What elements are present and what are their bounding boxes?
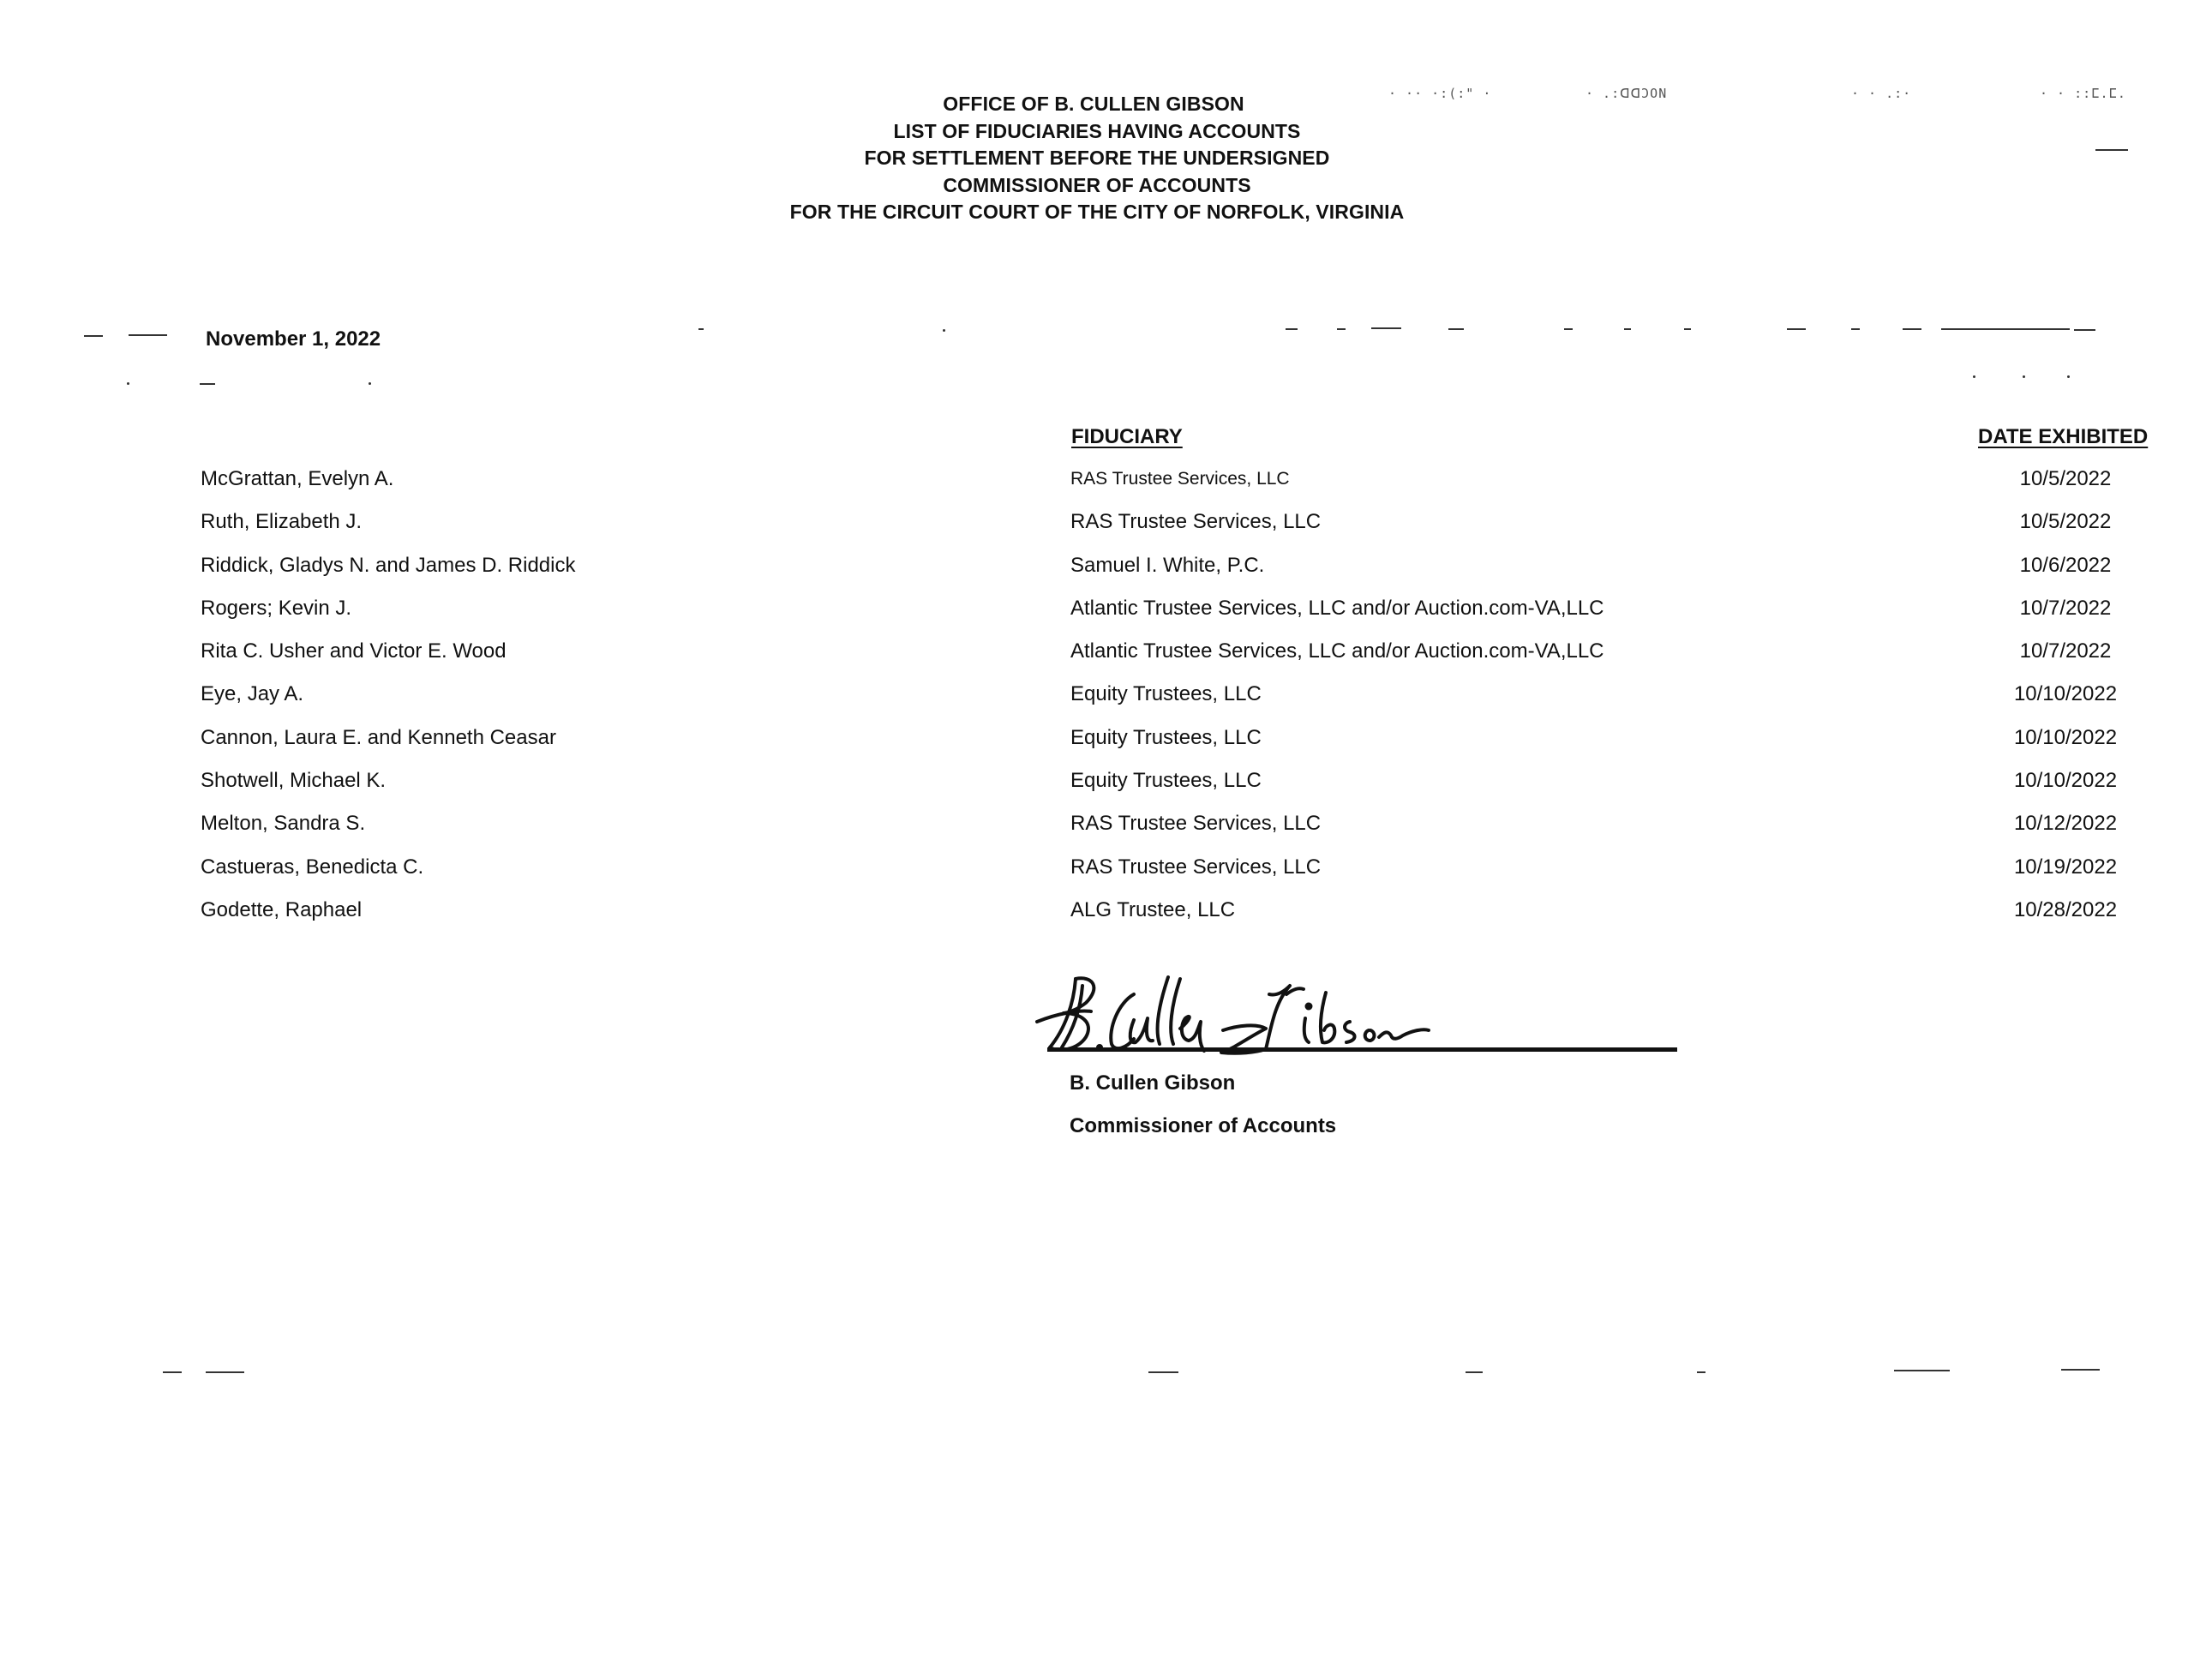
scan-artifact	[1448, 328, 1464, 330]
scan-artifact	[369, 382, 371, 385]
fiduciary-name: Equity Trustees, LLC	[1070, 682, 1262, 706]
document-date: November 1, 2022	[206, 327, 381, 351]
column-header-fiduciary: FIDUCIARY	[1071, 425, 1183, 448]
scan-artifact	[1286, 328, 1298, 330]
date-exhibited: 10/10/2022	[2013, 725, 2118, 749]
table-row	[0, 898, 2194, 941]
estate-name: Rita C. Usher and Victor E. Wood	[201, 639, 507, 663]
estate-name: Riddick, Gladys N. and James D. Riddick	[201, 553, 576, 577]
fiduciary-table	[0, 467, 2194, 941]
scan-artifact	[2074, 329, 2095, 331]
scan-artifact: · ·· ·:(:" ·	[1388, 86, 1492, 101]
signature-line	[1047, 1047, 1677, 1052]
date-exhibited: 10/10/2022	[2013, 769, 2118, 793]
scan-artifact: · · .:·	[1851, 86, 1912, 101]
scan-artifact	[127, 382, 129, 385]
scan-artifact	[1973, 375, 1975, 378]
date-exhibited: 10/10/2022	[2013, 682, 2118, 706]
fiduciary-name: Samuel I. White, P.C.	[1070, 553, 1265, 577]
table-row	[0, 855, 2194, 898]
column-header-date-exhibited: DATE EXHIBITED	[1978, 425, 2149, 448]
estate-name: Shotwell, Michael K.	[201, 769, 387, 793]
estate-name: Ruth, Elizabeth J.	[201, 510, 363, 534]
fiduciary-name: Atlantic Trustee Services, LLC and/or Auction.com-VA,LLC	[1070, 639, 1604, 663]
scan-artifact	[1684, 328, 1691, 330]
scan-artifact	[1337, 328, 1346, 330]
date-exhibited: 10/7/2022	[2019, 639, 2112, 663]
fiduciary-name: Atlantic Trustee Services, LLC and/or Auction.com-VA,LLC	[1070, 596, 1604, 620]
scan-artifact	[1564, 328, 1573, 330]
table-row	[0, 510, 2194, 553]
table-row	[0, 554, 2194, 597]
date-exhibited: 10/5/2022	[2019, 510, 2112, 534]
fiduciary-name: Equity Trustees, LLC	[1070, 769, 1262, 793]
estate-name: Melton, Sandra S.	[201, 812, 366, 836]
header-court: FOR THE CIRCUIT COURT OF THE CITY OF NORFOLK, VIRGINIA	[789, 201, 1405, 223]
scan-artifact	[129, 334, 167, 336]
scan-artifact	[1941, 328, 2070, 330]
signer-title: Commissioner of Accounts	[1070, 1114, 1337, 1137]
scan-artifact	[1466, 1371, 1483, 1373]
scan-artifact	[1624, 328, 1631, 330]
header-settlement: FOR SETTLEMENT BEFORE THE UNDERSIGNED	[864, 147, 1330, 169]
signer-name: B. Cullen Gibson	[1070, 1071, 1236, 1095]
scan-artifact	[84, 335, 103, 337]
scan-artifact	[206, 1371, 244, 1373]
estate-name: Eye, Jay A.	[201, 682, 304, 706]
table-row	[0, 682, 2194, 725]
table-row	[0, 769, 2194, 812]
header-commissioner: COMMISSIONER OF ACCOUNTS	[943, 173, 1251, 196]
date-exhibited: 10/28/2022	[2013, 897, 2118, 921]
fiduciary-name: RAS Trustee Services, LLC	[1070, 510, 1322, 534]
estate-name: Castueras, Benedicta C.	[201, 855, 424, 879]
scan-artifact	[163, 1371, 182, 1373]
fiduciary-name: RAS Trustee Services, LLC	[1070, 855, 1322, 879]
date-exhibited: 10/19/2022	[2013, 855, 2118, 879]
header-list-title: LIST OF FIDUCIARIES HAVING ACCOUNTS	[893, 119, 1301, 142]
table-row	[0, 639, 2194, 682]
estate-name: Godette, Raphael	[201, 897, 363, 921]
scan-artifact	[1903, 328, 1921, 330]
date-exhibited: 10/12/2022	[2013, 812, 2118, 836]
fiduciary-name: RAS Trustee Services, LLC	[1070, 469, 1290, 489]
scan-artifact	[200, 383, 215, 385]
table-row	[0, 726, 2194, 769]
document-header	[0, 91, 2194, 226]
estate-name: McGrattan, Evelyn A.	[201, 467, 394, 490]
date-exhibited: 10/6/2022	[2019, 553, 2112, 577]
scan-artifact	[698, 328, 704, 330]
table-row	[0, 597, 2194, 639]
header-office: OFFICE OF B. CULLEN GIBSON	[943, 93, 1244, 115]
scan-artifact	[1787, 328, 1806, 330]
scan-artifact	[2023, 375, 2025, 378]
date-exhibited: 10/5/2022	[2019, 467, 2112, 490]
scan-artifact	[1894, 1370, 1950, 1371]
scan-artifact: · · ::ⵎ.ⵎ.	[2040, 86, 2126, 101]
scan-artifact	[1697, 1371, 1705, 1373]
estate-name: Cannon, Laura E. and Kenneth Ceasar	[201, 725, 556, 749]
table-row	[0, 467, 2194, 510]
fiduciary-name: Equity Trustees, LLC	[1070, 725, 1262, 749]
estate-name: Rogers; Kevin J.	[201, 596, 352, 620]
table-row	[0, 812, 2194, 855]
scan-artifact	[1851, 328, 1860, 330]
fiduciary-name: RAS Trustee Services, LLC	[1070, 812, 1322, 836]
date-exhibited: 10/7/2022	[2019, 596, 2112, 620]
scan-artifact: · .:ᗡᗡƆON	[1586, 86, 1668, 101]
scan-artifact	[2067, 375, 2070, 378]
scan-artifact	[1148, 1371, 1178, 1373]
scan-artifact	[1371, 327, 1401, 329]
scan-artifact	[943, 329, 945, 332]
fiduciary-name: ALG Trustee, LLC	[1070, 897, 1236, 921]
scan-artifact	[2061, 1369, 2100, 1371]
